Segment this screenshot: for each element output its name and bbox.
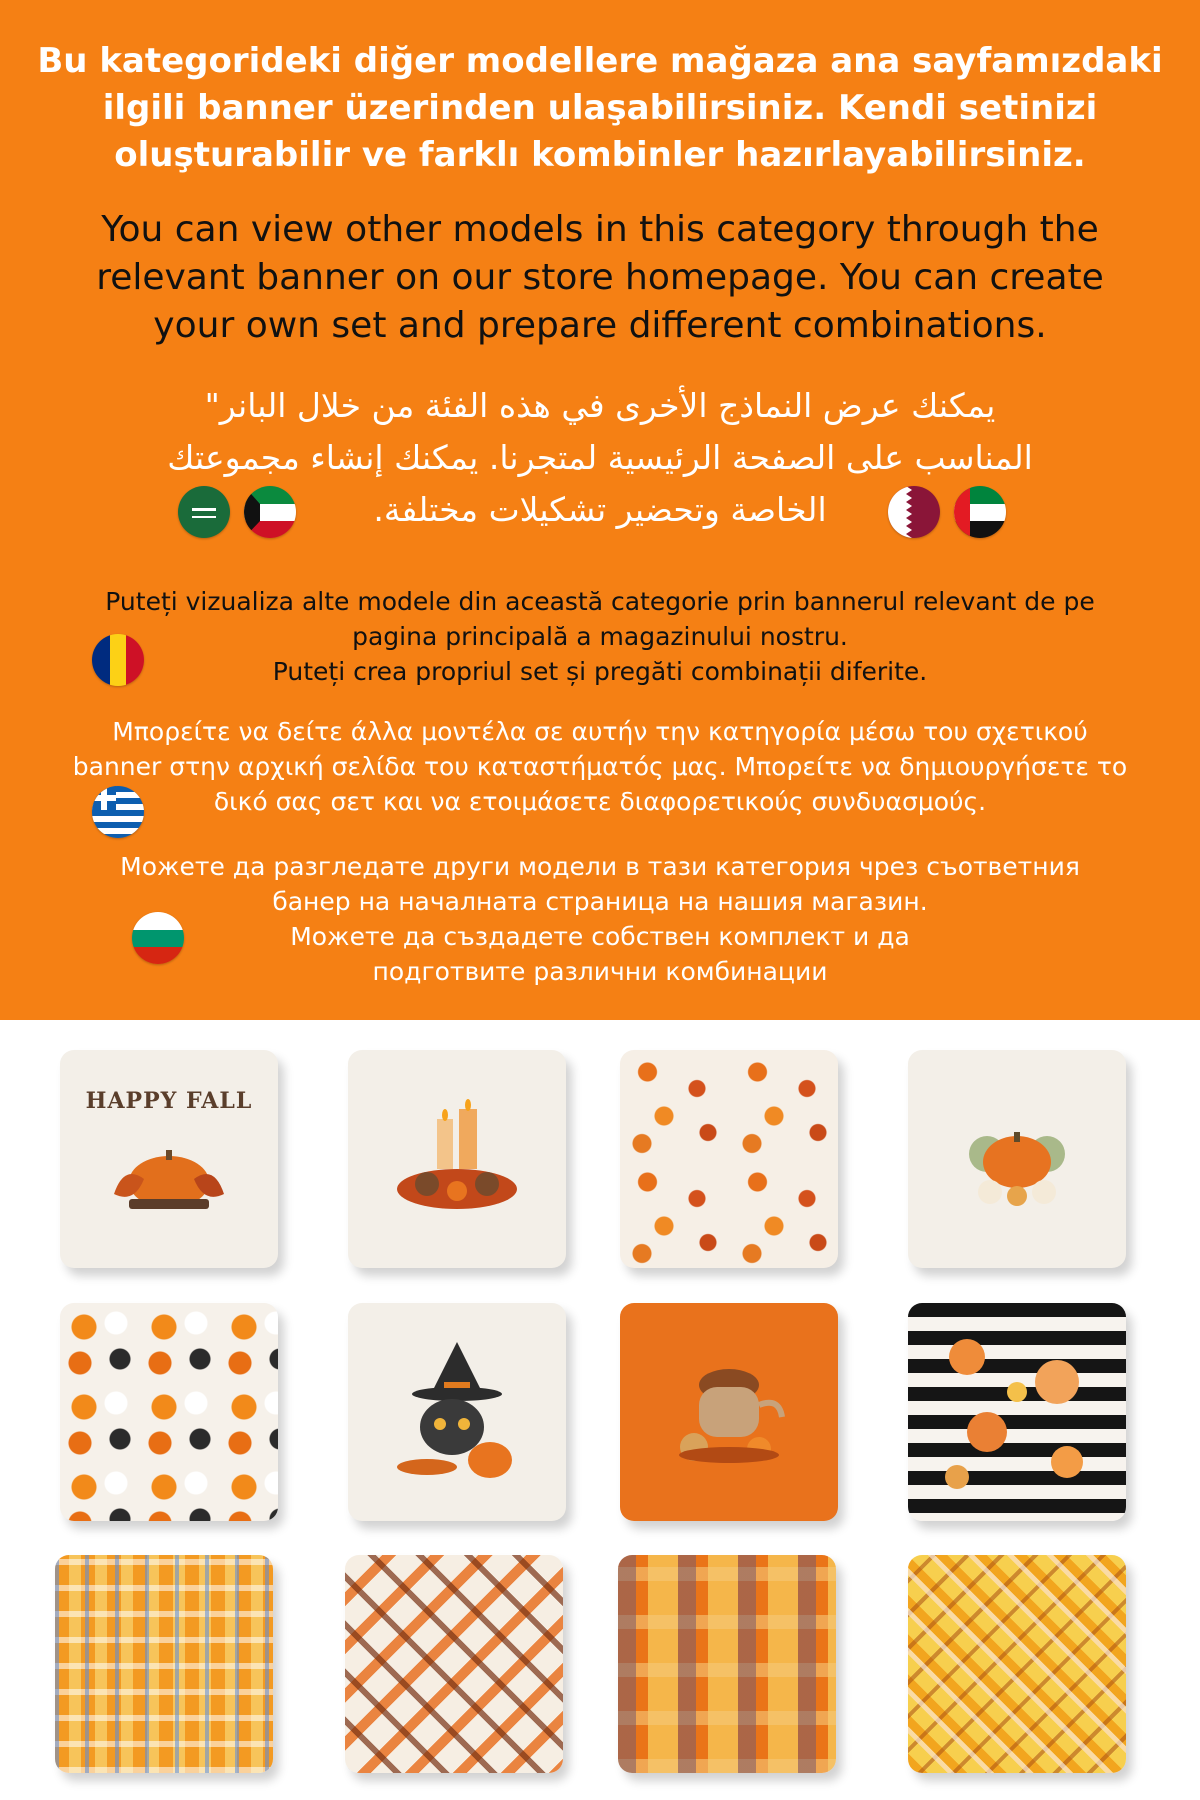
romanian-line: Puteți crea propriul set și pregăti combinații diferite. (272, 657, 928, 686)
pumpkin-flowers-pillow[interactable] (908, 1050, 1126, 1268)
uae-flag-icon (954, 486, 1006, 538)
pumpkin-pattern-pillow[interactable] (620, 1050, 838, 1268)
black-cat-witch-pillow[interactable] (348, 1303, 566, 1521)
autumn-motif-icon (94, 1084, 244, 1234)
turkish-text (0, 38, 1200, 179)
bulgarian-line: Можете да създадете собствен комплект и да (290, 922, 910, 951)
striped-pumpkins-icon (917, 1312, 1117, 1512)
teapot-pillow[interactable] (620, 1303, 838, 1521)
bulgarian-line: Можете да разгледате други модели в тази категория чрез съответния (120, 852, 1080, 881)
turkish-line: ilgili banner üzerinden ulaşabilirsiniz. Kendi setinizi (102, 88, 1098, 128)
pumpkin-flowers-motif-icon (942, 1084, 1092, 1234)
greece-flag-icon (92, 786, 144, 838)
arabic-line: يمكنك عرض النماذج الأخرى في هذه الفئة من خلال البانر" (204, 386, 996, 425)
teapot-icon (654, 1337, 804, 1487)
happy-fall-label: HAPPY FALL (85, 1088, 253, 1114)
greek-line: Μπορείτε να δείτε άλλα μοντέλα σε αυτήν την κατηγορία μέσω του σχετικού (112, 717, 1088, 746)
striped-pumpkin-pillow[interactable] (908, 1303, 1126, 1521)
orange-plaid-pillow[interactable] (55, 1555, 273, 1773)
black-cat-icon (382, 1332, 532, 1492)
candles-motif-icon (377, 1079, 537, 1239)
greek-text (0, 714, 1200, 819)
english-line: relevant banner on our store homepage. You can create (96, 257, 1104, 298)
bulgarian-line: подготвите различни комбинации (372, 957, 828, 986)
romania-flag-icon (92, 634, 144, 686)
english-line: You can view other models in this category through the (101, 209, 1099, 250)
bulgaria-flag-icon (132, 912, 184, 964)
arabic-line: الخاصة وتحضير تشكيلات مختلفة. (373, 490, 827, 529)
bulgarian-text (0, 849, 1200, 989)
halloween-pattern-pillow[interactable] (60, 1303, 278, 1521)
english-line: your own set and prepare different combinations. (153, 305, 1047, 346)
turkish-line: oluşturabilir ve farklı kombinler hazırlayabilirsiniz. (114, 135, 1086, 175)
kuwait-flag-icon (244, 486, 296, 538)
yellow-plaid-pillow[interactable] (908, 1555, 1126, 1773)
candles-pillow[interactable] (348, 1050, 566, 1268)
greek-line: δικό σας σετ και να ετοιμάσετε διαφορετικούς συνδυασμούς. (213, 787, 987, 816)
check-plaid-pillow[interactable] (618, 1555, 836, 1773)
romanian-line: pagina principală a magazinului nostru. (352, 622, 848, 651)
happy-fall-pillow[interactable] (60, 1050, 278, 1268)
pillow-grid (0, 1020, 1200, 1800)
romanian-text (0, 584, 1200, 689)
saudi-arabia-flag-icon (178, 486, 230, 538)
bulgarian-line: банер на началната страница на нашия магазин. (272, 887, 928, 916)
turkish-line: Bu kategorideki diğer modellere mağaza ana sayfamızdaki (37, 41, 1163, 81)
arabic-line: المناسب على الصفحة الرئيسية لمتجرنا. يمكنك إنشاء مجموعتك (167, 438, 1033, 477)
diagonal-plaid-pillow[interactable] (345, 1555, 563, 1773)
qatar-flag-icon (888, 486, 940, 538)
romanian-line: Puteți vizualiza alte modele din această categorie prin bannerul relevant de pe (105, 587, 1095, 616)
greek-line: banner στην αρχική σελίδα του καταστήματός μας. Μπορείτε να δημιουργήσετε το (72, 752, 1128, 781)
english-text (0, 206, 1200, 350)
